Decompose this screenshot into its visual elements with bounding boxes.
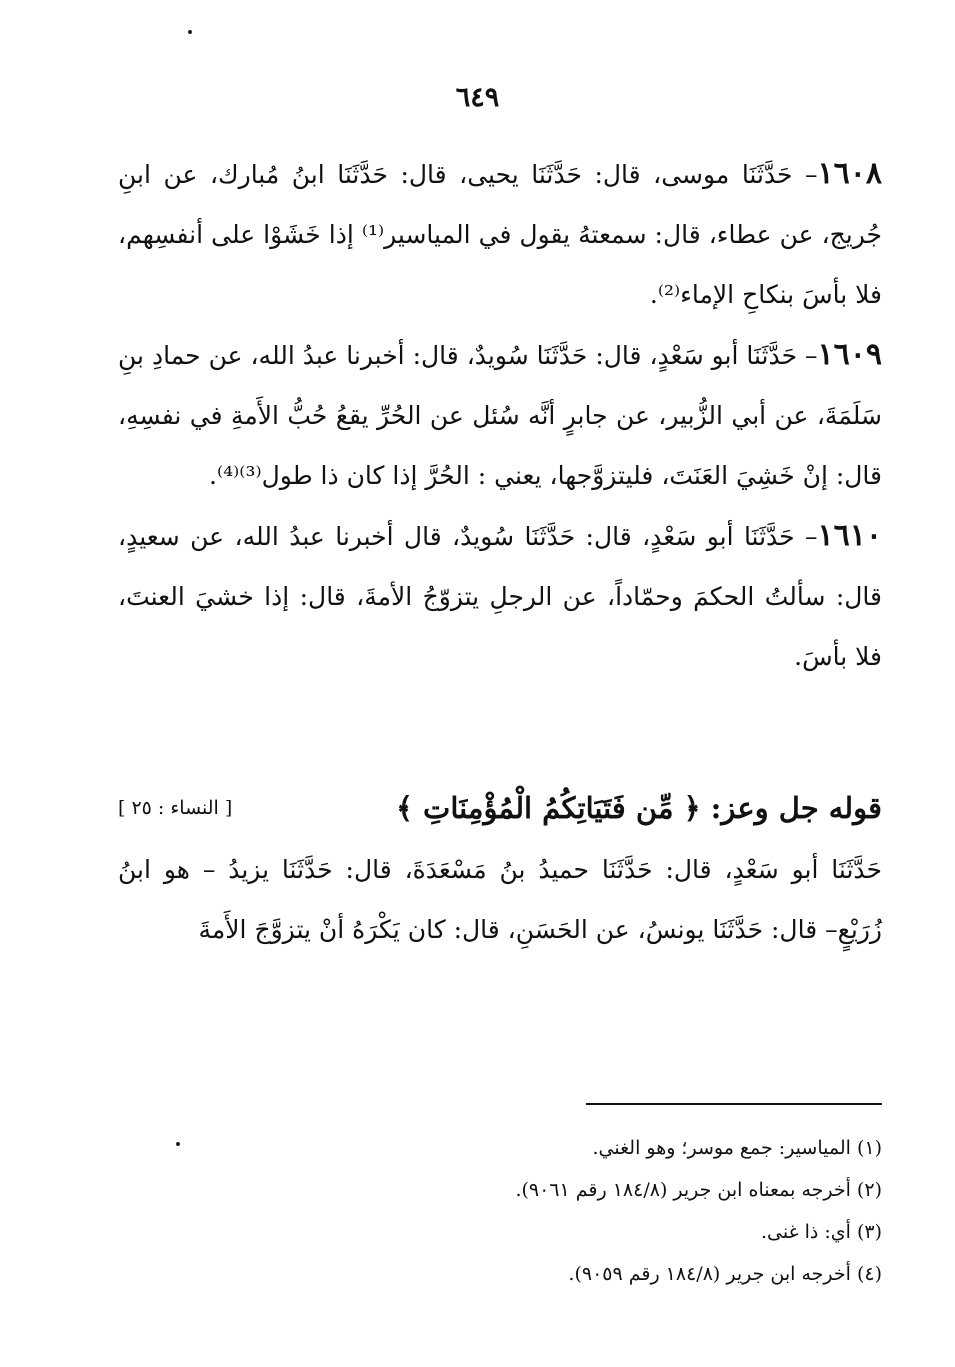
- page-number: ٦٤٩: [455, 82, 500, 113]
- hadith-1609: [118, 325, 882, 506]
- hadith-text: – حَدَّثَنَا موسى، قال: حَدَّثَنَا يحيى، قال: حَدَّثَنَا ابنُ مُبارك، عن ابنِ جُريج، عن عطاء، قال: سمعتهُ يقول في المياسير⁽¹⁾ إذا خَشَوْا على أنفسِهم، فلا بأسَ بنكاحِ الإماء⁽²⁾.: [118, 160, 882, 309]
- footnote-1: (١) المياسير: جمع موسر؛ وهو الغني.: [592, 1137, 882, 1159]
- hadith-1610: [118, 506, 882, 687]
- footnote-3: (٣) أي: ذا غنى.: [760, 1221, 882, 1243]
- footnote-4: (٤) أخرجه ابن جرير (١٨٤/٨ رقم ٩٠٥٩).: [568, 1263, 882, 1285]
- hadith-number: ١٦١٠: [817, 518, 882, 553]
- hadith-number: ١٦٠٨: [817, 156, 882, 191]
- stray-dot: [188, 30, 192, 34]
- footnote-2: (٢) أخرجه بمعناه ابن جرير (١٨٤/٨ رقم ٩٠٦١).: [515, 1179, 882, 1201]
- hadith-text: – حَدَّثَنَا أبو سَعْدٍ، قال: حَدَّثَنَا سُويدٌ، قال: أخبرنا عبدُ الله، عن حمادِ بنِ سَلَمَةَ، عن أبي الزُّبير، عن جابرٍ أنَّه سُئل عن الحُرِّ يقعُ حُبُّ الأَمةِ في نفسِهِ، قال: إنْ خَشِيَ العَنَتَ، فليتزوَّجها، يعني : الحُرَّ إذا كان ذا طول⁽³⁾⁽⁴⁾.: [118, 341, 882, 490]
- quran-reference: [ النساء : ٢٥ ]: [118, 797, 233, 819]
- footnote-divider: [586, 1103, 882, 1105]
- footnotes: [118, 1127, 882, 1295]
- hadith-text: – حَدَّثَنَا أبو سَعْدٍ، قال: حَدَّثَنَا سُويدٌ، قال أخبرنا عبدُ الله، عن سعيدٍ، قال: سألتُ الحكمَ وحمّاداً، عن الرجلِ يتزوّجُ الأمةَ، قال: إذا خشيَ العنتَ، فلا بأسَ.: [118, 522, 882, 671]
- hadith-1608: [118, 144, 882, 325]
- section-heading: [118, 784, 882, 832]
- heading-title: قوله جل وعز: ﴿ مِّن فَتَيَاتِكُمُ الْمُؤْمِنَاتِ ﴾: [395, 791, 882, 825]
- continuation-paragraph: حَدَّثَنَا أبو سَعْدٍ، قال: حَدَّثَنَا حميدُ بنُ مَسْعَدَةَ، قال: حَدَّثَنَا يزيدُ – هو ابنُ زُرَيْعٍ– قال: حَدَّثَنَا يونسُ، عن الحَسَنِ، قال: كان يَكْرَهُ أنْ يتزوَّجَ الأَمةَ: [118, 855, 882, 944]
- hadith-list: [118, 144, 882, 687]
- hadith-number: ١٦٠٩: [817, 337, 882, 372]
